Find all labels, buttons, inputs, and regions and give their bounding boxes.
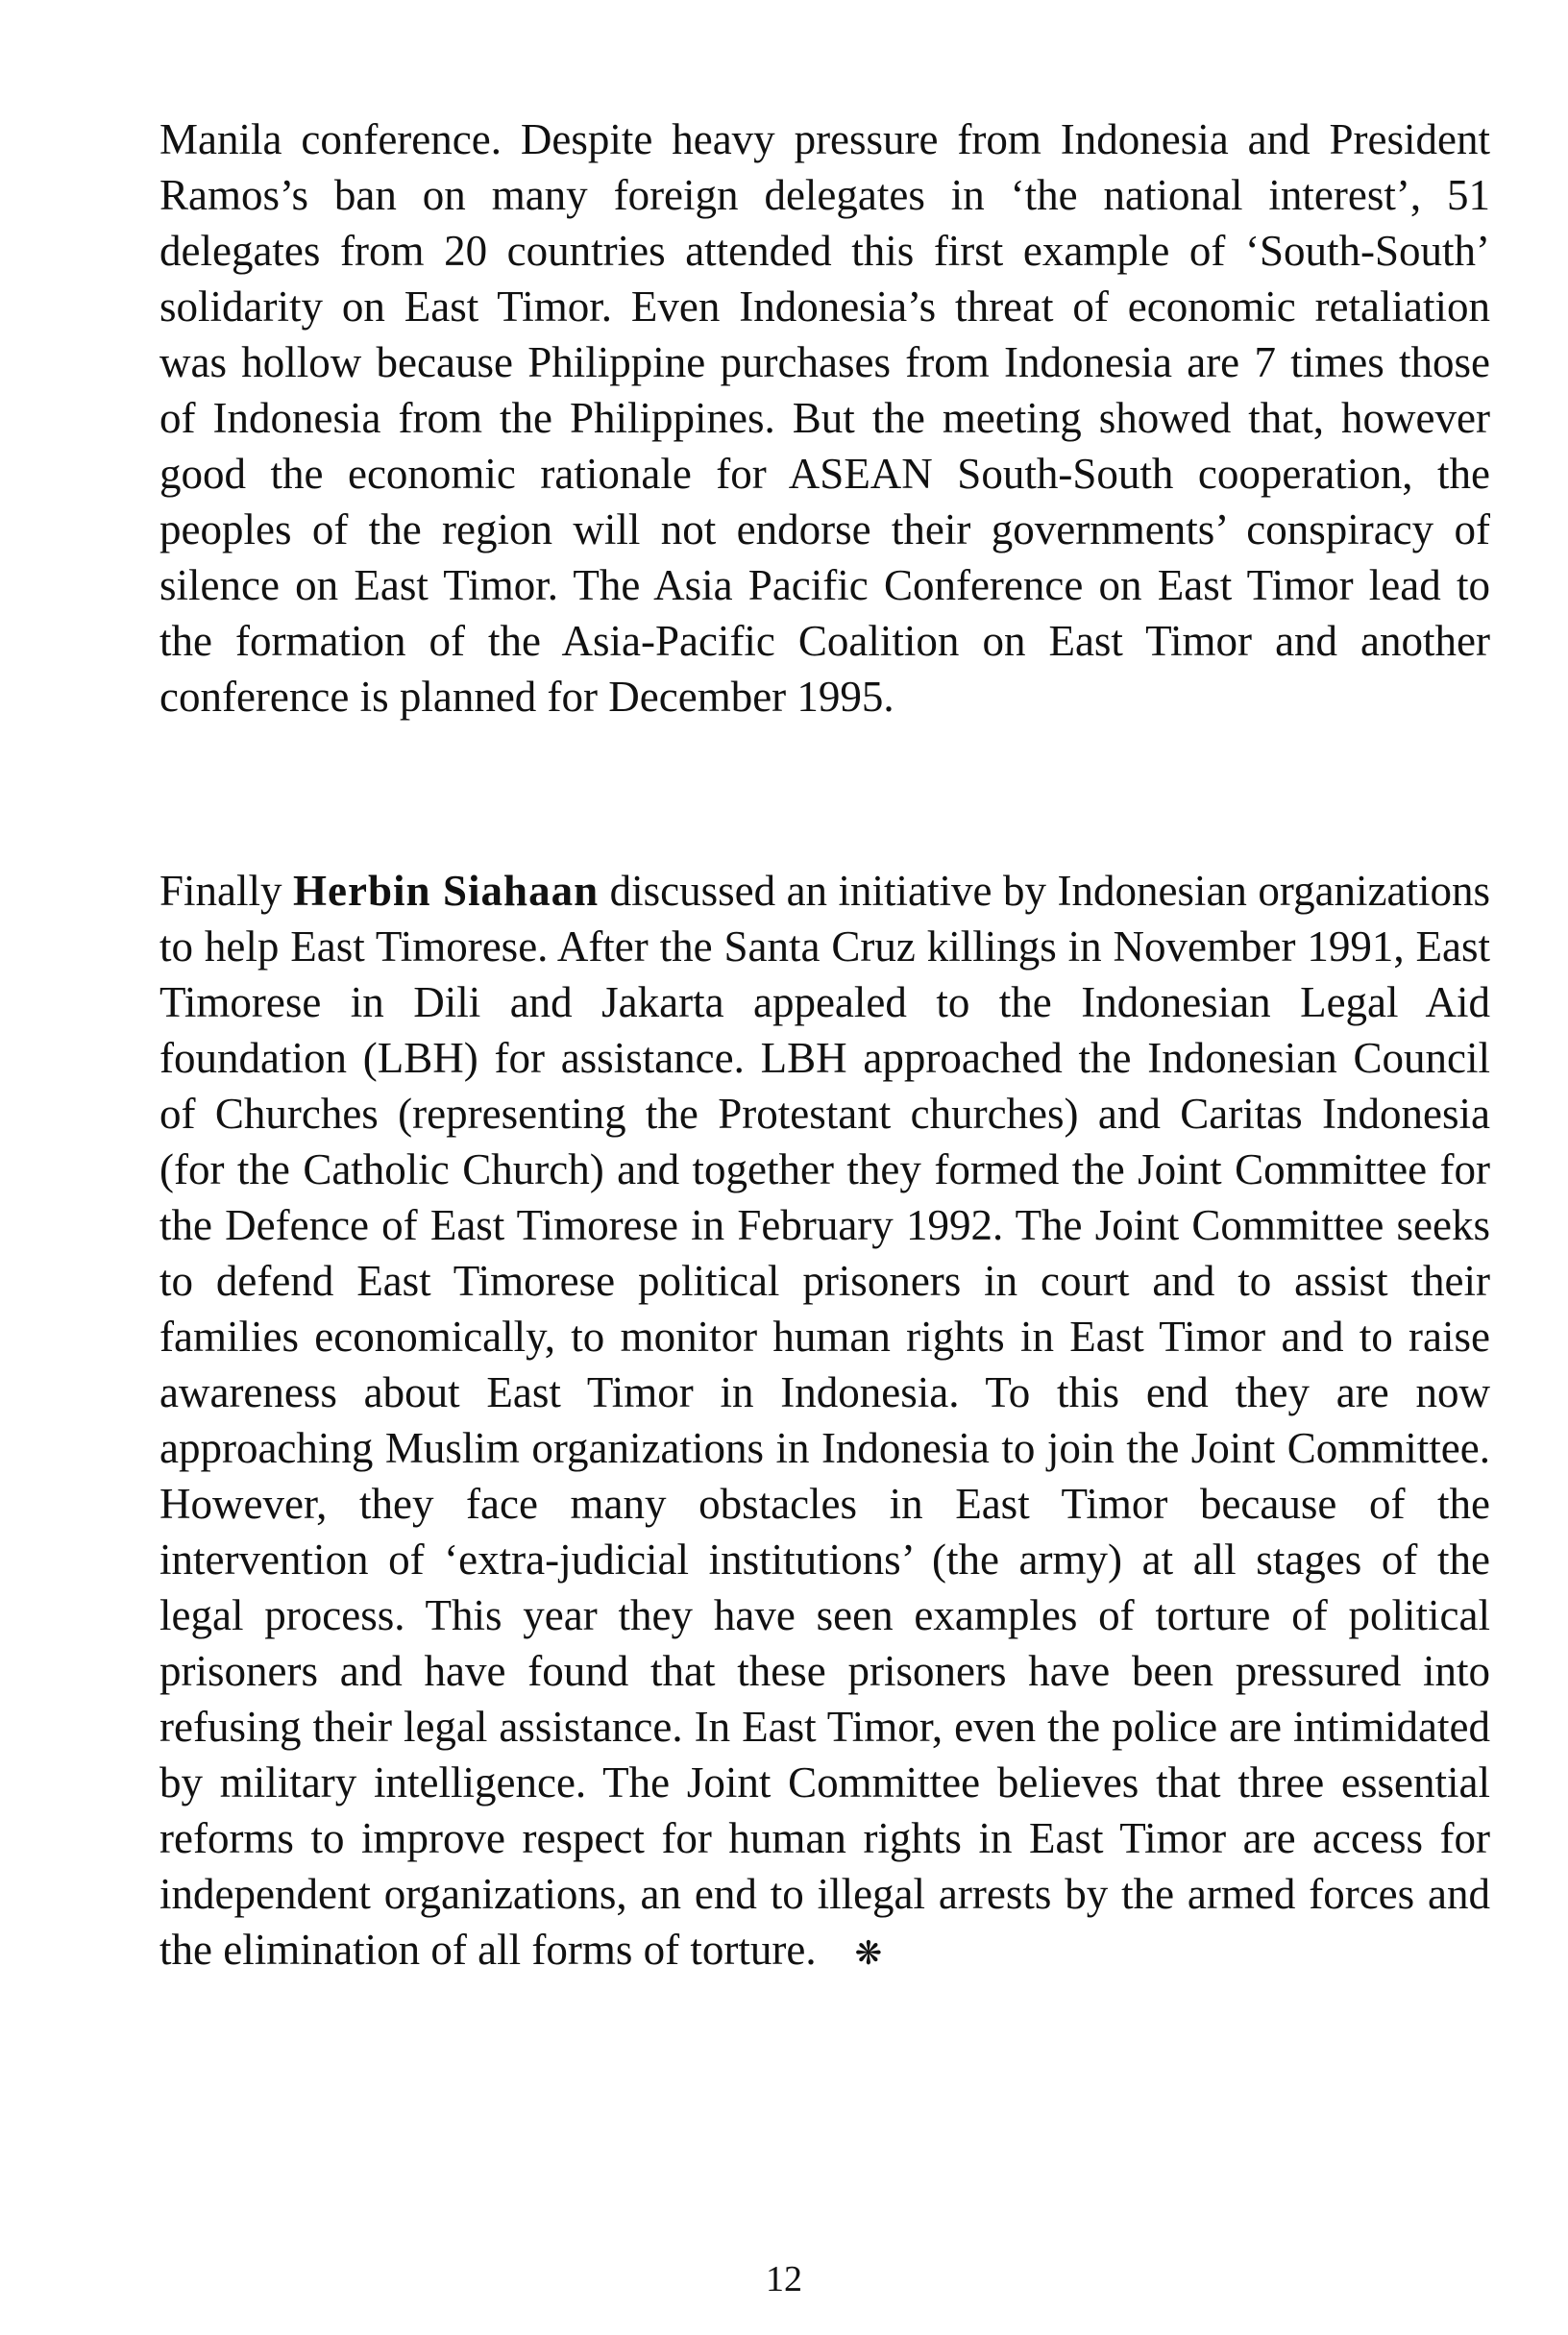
paragraph-joint-committee: [159, 863, 1490, 1982]
paragraph-1-text: Manila conference. Despite heavy pressure from Indonesia and President Ramos’s ban on many foreign delegates in ‘the national interest’, 51 delegates from 20 countries attended this first example of ‘South-South’ solidarity on East Timor. Even Indonesia’s threat of economic retaliation was hollow because Philippine purchases from Indonesia are 7 times those of Indonesia from the Philippines. But the meeting showed that, however good the economic rationale for ASEAN South-South cooperation, the peoples of the region will not endorse their governments’ conspiracy of silence on East Timor. The Asia Pacific Conference on East Timor lead to the formation of the Asia-Pacific Coalition on East Timor and another conference is planned for December 1995.: [159, 115, 1490, 721]
paragraph-2-text: discussed an initiative by Indonesian organizations to help East Timorese. After the Santa Cruz killings in November 1991, East Timorese in Dili and Jakarta appealed to the Indonesian Legal Aid foundation (LBH) for assistance. LBH approached the Indonesian Council of Churches (representing the Protestant churches) and Caritas Indonesia (for the Catholic Church) and together they formed the Joint Committee for the Defence of East Timorese in February 1992. The Joint Committee seeks to defend East Timorese political prisoners in court and to assist their families economically, to monitor human rights in East Timor and to raise awareness about East Timor in Indonesia. To this end they are now approaching Muslim organizations in Indonesia to join the Joint Committee. However, they face many obstacles in East Timor because of the intervention of ‘extra-judicial institutions’ (the army) at all stages of the legal process. This year they have seen examples of torture of political prisoners and have found that these prisoners have been pressured into refusing their legal assistance. In East Timor, even the police are intimidated by military intelligence. The Joint Committee believes that three essential reforms to improve respect for human rights in East Timor are access for independent organizations, an end to illegal arrests by the armed forces and the elimination of all forms of torture.: [159, 867, 1491, 1974]
speaker-name: Herbin Siahaan: [293, 867, 600, 915]
paragraph-2-lead-in: Finally: [159, 867, 282, 915]
paragraph-manila-conference: [159, 111, 1490, 725]
end-of-article-icon: ❋: [854, 1935, 883, 1972]
page-number: 12: [766, 2259, 802, 2299]
